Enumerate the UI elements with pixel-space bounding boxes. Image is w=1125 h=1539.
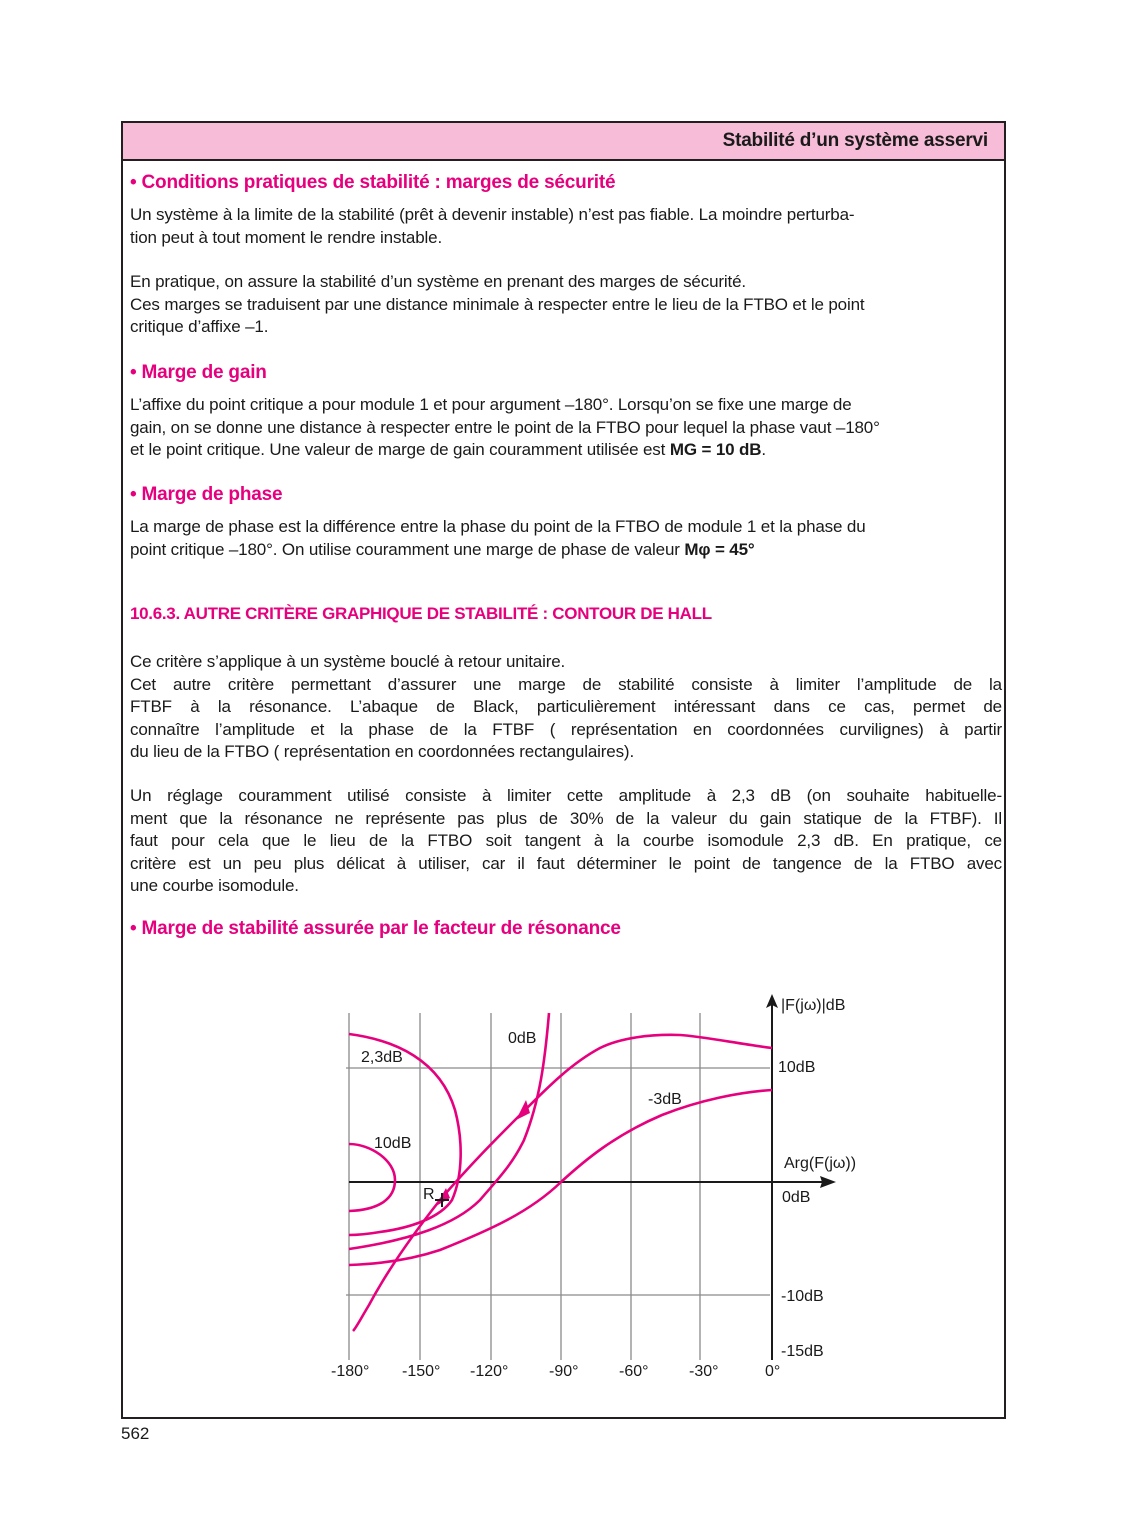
section-heading: 10.6.3. AUTRE CRITÈRE GRAPHIQUE DE STABILITÉ : CONTOUR DE HALL: [130, 604, 712, 623]
text-span: et le point critique. Une valeur de marge de gain couramment utilisée est: [130, 440, 670, 459]
x-tick-minus-180: -180°: [331, 1363, 370, 1380]
text-line: Ces marges se traduisent par une distance minimale à respecter entre le lieu de la FTBO et le point: [130, 294, 865, 314]
x-tick-0: 0°: [765, 1363, 781, 1380]
y-tick-minus-10db: -10dB: [781, 1288, 824, 1305]
section-heading: • Conditions pratiques de stabilité : marges de sécurité: [130, 172, 616, 193]
text-line: tion peut à tout moment le rendre instable.: [130, 227, 443, 247]
section-heading: • Marge de stabilité assurée par le facteur de résonance: [130, 918, 621, 939]
label-minus-3db: -3dB: [648, 1091, 682, 1108]
text-line: connaître l’amplitude et la phase de la FTBF ( représentation en coordonnées curvilignes) à partir: [130, 719, 1002, 739]
text-line: FTBF à la résonance. L’abaque de Black, particulièrement intéressant dans ce cas, permet de: [130, 697, 1002, 716]
x-tick-minus-30: -30°: [689, 1363, 719, 1380]
text-line: du lieu de la FTBO ( représentation en coordonnées rectangulaires).: [130, 742, 635, 761]
text-line: une courbe isomodule.: [130, 876, 299, 895]
text-line: critère est un peu plus délicat à utiliser, car il faut déterminer le point de tangence de la FTBO avec: [130, 853, 1002, 873]
text-span: .: [761, 440, 766, 459]
x-tick-minus-60: -60°: [619, 1363, 649, 1380]
text-line: Ce critère s’applique à un système bouclé à retour unitaire.: [130, 652, 566, 671]
text-line: ment que la résonance ne représente pas plus de 30% de la valeur du gain statique de la FTBF). Il: [130, 808, 1002, 828]
chapter-title: Stabilité d’un système asservi: [722, 130, 988, 151]
text-line: faut pour cela que le lieu de la FTBO soit tangent à la courbe isomodule 2,3 dB. En pratique, ce: [130, 831, 1002, 850]
text-line: critique d’affixe –1.: [130, 317, 269, 336]
section-heading: • Marge de gain: [130, 362, 267, 383]
phase-margin-value: Mφ = 45°: [684, 539, 755, 559]
x-tick-minus-90: -90°: [549, 1363, 579, 1380]
label-point-r: R: [423, 1186, 435, 1203]
text-line: Cet autre critère permettant d’assurer une marge de stabilité consiste à limiter l’amplitude de la: [130, 674, 1002, 694]
page-number: 562: [121, 1424, 150, 1443]
y-tick-0db: 0dB: [782, 1189, 811, 1206]
x-tick-minus-120: -120°: [470, 1363, 509, 1380]
gain-margin-value: MG = 10 dB: [669, 440, 762, 459]
isomodule-10db: [349, 1144, 395, 1211]
y-axis-title: |F(jω)|dB: [781, 997, 846, 1014]
ftbo-direction-arrow: [516, 1100, 530, 1120]
y-tick-10db: 10dB: [778, 1059, 816, 1076]
label-10db-curve: 10dB: [374, 1135, 412, 1152]
y-tick-minus-15db: -15dB: [781, 1343, 824, 1360]
x-axis-title: Arg(F(jω)): [784, 1155, 857, 1172]
x-tick-minus-150: -150°: [402, 1363, 441, 1380]
axes: [349, 994, 836, 1360]
text-span: point critique –180°. On utilise couramment une marge de phase de valeur: [130, 539, 685, 559]
section-heading: • Marge de phase: [130, 484, 283, 505]
label-2-3db: 2,3dB: [361, 1049, 403, 1066]
text-line: Un système à la limite de la stabilité (prêt à devenir instable) n’est pas fiable. La moindre perturba-: [130, 205, 855, 224]
label-0db-curve: 0dB: [508, 1030, 537, 1047]
text-line: En pratique, on assure la stabilité d’un système en prenant des marges de sécurité.: [130, 272, 746, 291]
text-line: Un réglage couramment utilisé consiste à limiter cette amplitude à 2,3 dB (on souhaite habituelle-: [130, 786, 1002, 805]
text-line: L’affixe du point critique a pour module 1 et pour argument –180°. Lorsqu’on se fixe une marge de: [130, 395, 852, 414]
text-line: La marge de phase est la différence entre la phase du point de la FTBO de module 1 et la phase du: [130, 517, 866, 536]
text-line: gain, on se donne une distance à respecter entre le point de la FTBO pour lequel la phase vaut –180°: [130, 417, 880, 437]
